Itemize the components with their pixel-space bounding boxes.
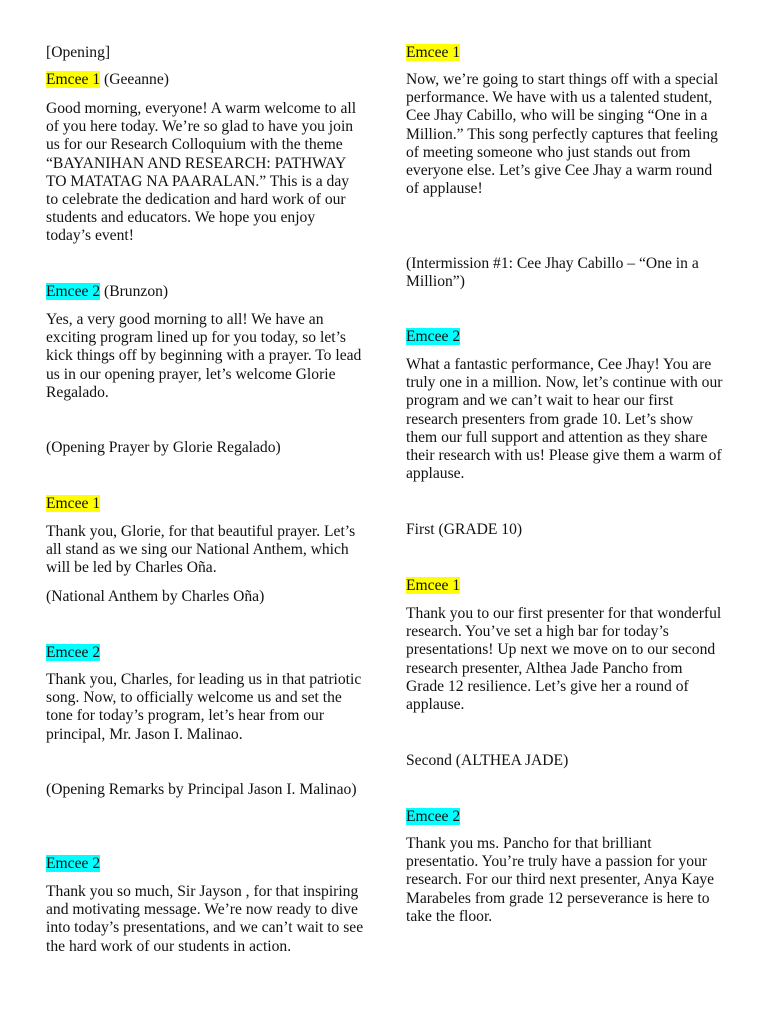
speaker-line	[406, 577, 724, 595]
speaker-name: (Brunzon)	[100, 283, 169, 300]
speaker-line	[406, 44, 724, 62]
program-note: First (GRADE 10)	[406, 521, 523, 538]
paragraph: Yes, a very good morning to all! We have an exciting program lined up for you today, so let’s kick things off by beginning with a prayer. To lead us in our opening prayer, let’s welcome Glorie Regalado.	[46, 311, 362, 401]
emcee-2-label: Emcee 2	[406, 328, 461, 345]
paragraph: Thank you ms. Pancho for that brilliant presentatio. You’re truly have a passion for your research. For our third next presenter, Anya Kaye Marabeles from grade 12 perseverance is here to take the floor.	[406, 835, 715, 925]
speaker-line	[46, 644, 364, 662]
emcee-1-label: Emcee 1	[46, 495, 101, 512]
opening-heading: [Opening]	[46, 44, 111, 61]
emcee-2-label: Emcee 2	[46, 283, 101, 300]
emcee-1-label: Emcee 1	[406, 577, 461, 594]
emcee-2-label: Emcee 2	[46, 644, 101, 661]
paragraph: Now, we’re going to start things off with a special performance. We have with us a talented student, Cee Jhay Cabillo, who will be singing “One in a Million.” This song perfectly captures that feeling of meeting someone who just stands out from everyone else. Let’s give Cee Jhay a warm round of applause!	[406, 71, 719, 198]
speaker-line	[46, 71, 364, 89]
program-note: (National Anthem by Charles Oña)	[46, 588, 265, 605]
speaker-line	[406, 808, 724, 826]
program-note: (Intermission #1: Cee Jhay Cabillo – “One in a Million”)	[406, 255, 699, 291]
emcee-2-label: Emcee 2	[406, 808, 461, 825]
paragraph: Thank you, Glorie, for that beautiful prayer. Let’s all stand as we sing our National Anthem, which will be led by Charles Oña.	[46, 523, 356, 577]
speaker-line	[46, 855, 364, 873]
speaker-line	[46, 283, 364, 301]
paragraph: Thank you so much, Sir Jayson , for that inspiring and motivating message. We’re now ready to dive into today’s presentations, and we can’t wait to see the hard work of our students in action.	[46, 883, 364, 955]
speaker-line	[406, 328, 724, 346]
emcee-1-label: Emcee 1	[406, 44, 461, 61]
emcee-2-label: Emcee 2	[46, 855, 101, 872]
paragraph: Good morning, everyone! A warm welcome to all of you here today. We’re so glad to have you join us for our Research Colloquium with the theme “BAYANIHAN AND RESEARCH: PATHWAY TO MATATAG NA PAARALAN.” This is a day to celebrate the dedication and hard work of our students and educators. We hope you enjoy today’s event!	[46, 100, 357, 245]
speaker-name: (Geeanne)	[100, 71, 169, 88]
paragraph: Thank you to our first presenter for that wonderful research. You’ve set a high bar for today’s presentations! Up next we move on to our second research presenter, Althea Jade Pancho from Grade 12 resilience. Let’s give her a round of applause.	[406, 605, 722, 714]
program-note: Second (ALTHEA JADE)	[406, 752, 569, 769]
program-note: (Opening Remarks by Principal Jason I. Malinao)	[46, 781, 357, 798]
paragraph: What a fantastic performance, Cee Jhay! You are truly one in a million. Now, let’s continue with our program and we can’t wait to hear our first research presenters from grade 10. Let’s show them our full support and attention as they share their research with us! Please give them a warm of applause.	[406, 356, 723, 483]
program-note: (Opening Prayer by Glorie Regalado)	[46, 439, 281, 456]
speaker-line	[46, 495, 364, 513]
paragraph: Thank you, Charles, for leading us in that patriotic song. Now, to officially welcome us and set the tone for today’s program, let’s hear from our principal, Mr. Jason I. Malinao.	[46, 671, 362, 743]
emcee-1-label: Emcee 1	[46, 71, 101, 88]
